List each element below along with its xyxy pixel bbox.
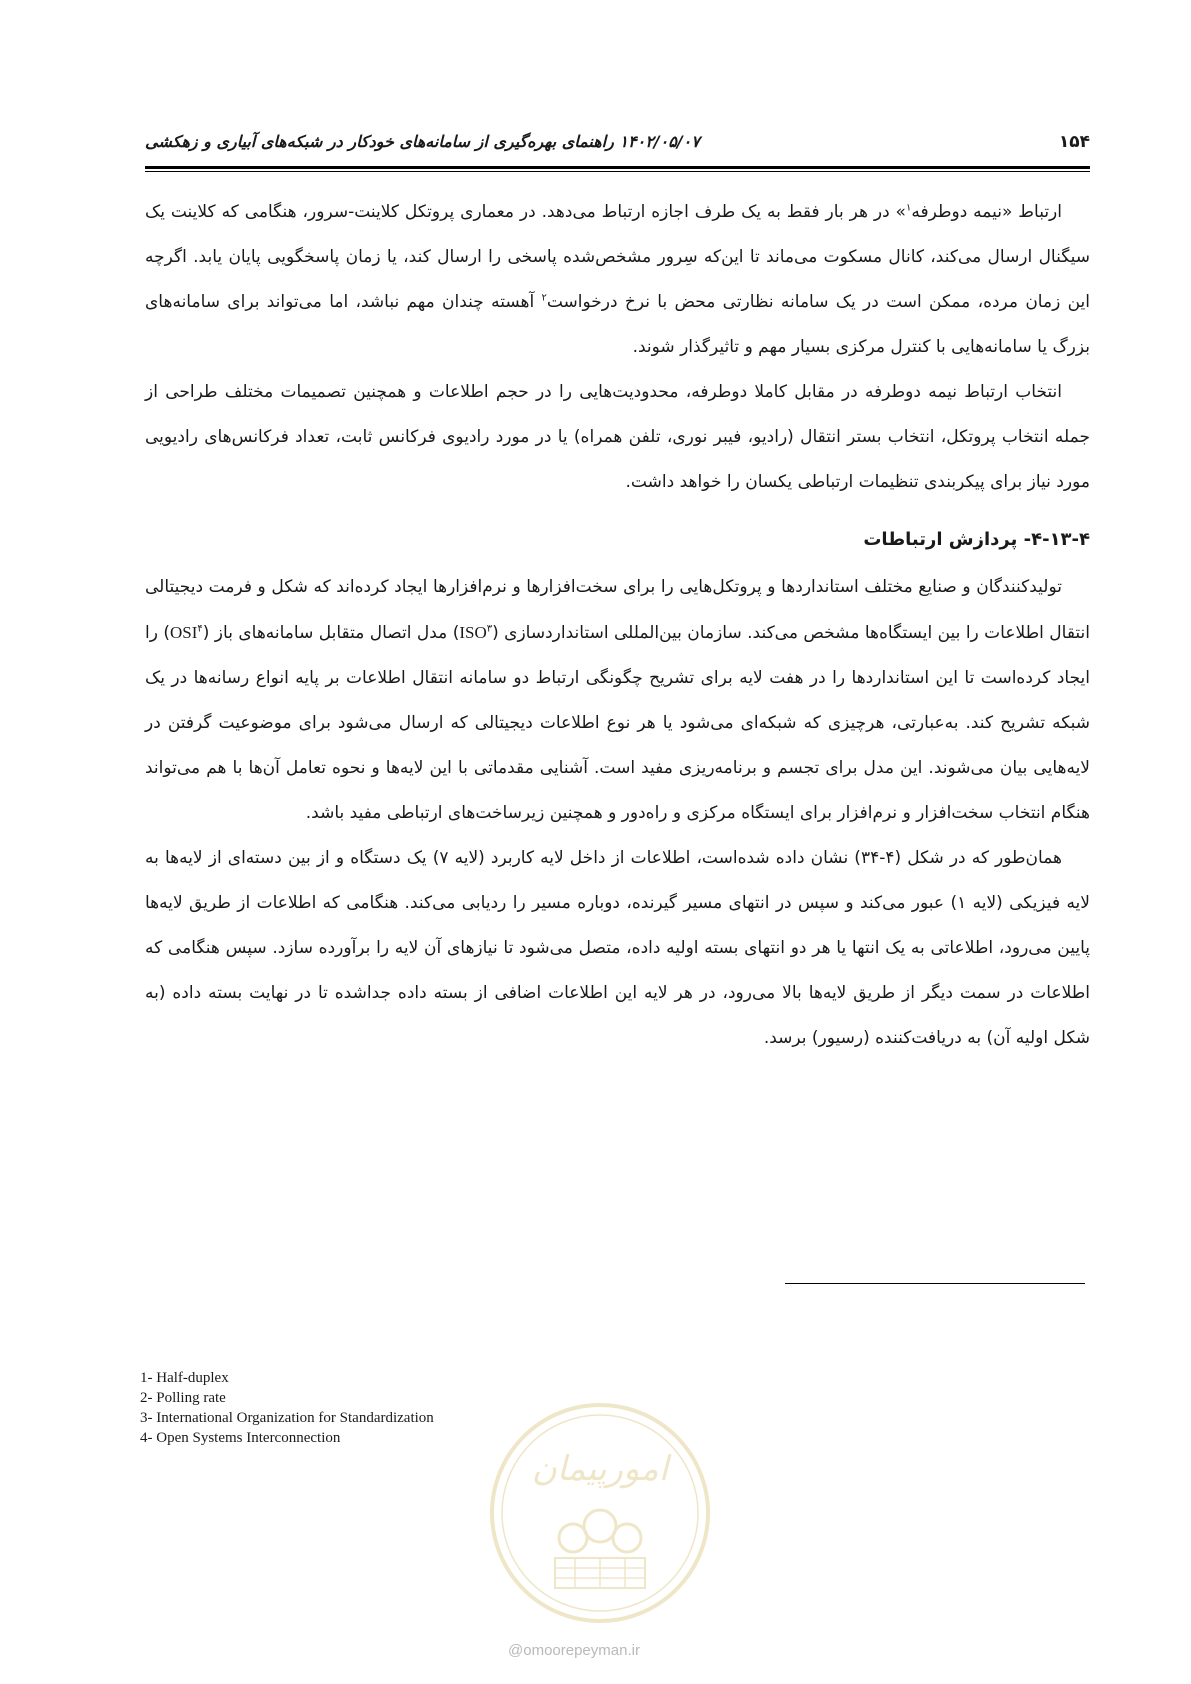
footnotes [140, 1368, 434, 1448]
paragraph-3-text-b: ) مدل اتصال متقابل سامانه‌های باز ( [202, 623, 460, 643]
paragraph-1-text-a: ارتباط «نیمه دوطرفه [911, 202, 1062, 222]
iso-text: ISO [459, 623, 487, 642]
watermark-logo-icon [485, 1398, 715, 1628]
running-head: ۱۴۰۲/۰۵/۰۷ راهنمای بهره‌گیری از سامانه‌های خودکار در شبکه‌های آبیاری و زهکشی [145, 132, 700, 151]
paragraph-1-text-c: آهسته چندان مهم نباشد، اما می‌تواند برای سامانه‌های بزرگ یا سامانه‌هایی با کنترل مرکزی بسیار مهم و تاثیرگذار شوند. [145, 292, 1090, 357]
body-text [145, 190, 1090, 1061]
footnote-ref-3: ۳ [486, 623, 493, 635]
osi-abbrev [170, 623, 203, 642]
footnote-1: 1- Half-duplex [140, 1370, 229, 1386]
paragraph-3-text-c: ) را ایجاد کرده‌است تا این استانداردها را در هفت لایه برای تشریح چگونگی ارتباط دو سامانه انتقال اطلاعات بر پایه انواع رسانه‌ها در یک شبکه تشریح کند. به‌عبارتی، هرچیزی که شبکه‌ای می‌شود یا هر نوع اطلاعات دیجیتالی که ارسال می‌شود برای موضوعیت گرفتن در لایه‌هایی بیان می‌شوند. این مدل برای تجسم و برنامه‌ریزی مفید است. آشنایی مقدماتی با این لایه‌ها و نحوه تعامل آن‌ها با هم می‌تواند هنگام انتخاب سخت‌افزار و نرم‌افزار برای ایستگاه مرکزی و راه‌دور و همچنین زیرساخت‌های ارتباطی مفید باشد. [145, 623, 1090, 823]
osi-text: OSI [169, 623, 198, 642]
page-header [145, 128, 1090, 162]
header-rule [145, 166, 1090, 169]
paragraph-3 [145, 565, 1090, 836]
paragraph-4: همان‌طور که در شکل (۴-۳۴) نشان داده شده‌است، اطلاعات از داخل لایه کاربرد (لایه ۷) یک دستگاه و از بین دسته‌ای از لایه‌ها به لایه فیزیکی (لایه ۱) عبور می‌کند و سپس در انتهای مسیر گیرنده، دوباره مسیر را ردیابی می‌کند. هنگامی که اطلاعات از طریق لایه‌ها پایین می‌رود، اطلاعاتی به یک انتها یا هر دو انتهای بسته اولیه داده، متصل می‌شود تا نیازهای آن لایه را برآورده سازد. سپس هنگامی که اطلاعات در سمت دیگر از طریق لایه‌ها بالا می‌رود، در هر لایه این اطلاعات اضافی از بسته داده جداشده تا در نهایت بسته داده (به شکل اولیه آن) به دریافت‌کننده (رسیور) برسد. [145, 848, 1090, 1048]
footnote-3: 3- International Organization for Standardization [140, 1410, 434, 1426]
section-heading: ۴-۱۳-۴- پردازش ارتباطات [863, 529, 1090, 550]
paragraph-3-text-a: تولیدکنندگان و صنایع مختلف استانداردها و پروتکل‌هایی را برای سخت‌افزارها و نرم‌افزارها ایجاد کرده‌اند که شکل و فرمت دیجیتالی انتقال اطلاعات را بین ایستگاه‌ها مشخص می‌کند. سازمان بین‌المللی استانداردسازی ( [145, 577, 1091, 643]
footnote-ref-4: ۴ [197, 623, 203, 635]
iso-abbrev [459, 623, 492, 642]
paragraph-1-text-b: » در هر بار فقط به یک طرف اجازه ارتباط می‌دهد. در معماری پروتکل کلاینت-سرور، هنگامی که کلاینت یک سیگنال ارسال می‌کند، کانال مسکوت می‌ماند تا این‌که سِرور مشخص‌شده پاسخی را ارسال کند، یا زمان پاسخگویی پایان یابد. اگرچه این زمان مرده، ممکن است در یک سامانه نظارتی محض با نرخ درخواست [145, 202, 1090, 312]
footnote-ref-1: ۱ [905, 202, 912, 214]
footnote-ref-2: ۲ [541, 292, 547, 304]
header-rule-thin [145, 171, 1090, 172]
paragraph-2: انتخاب ارتباط نیمه دوطرفه در مقابل کاملا دوطرفه، محدودیت‌هایی را در حجم اطلاعات و همچنین تصمیمات مختلف طراحی از جمله انتخاب پروتکل، انتخاب بستر انتقال (رادیو، فیبر نوری، تلفن همراه) یا در مورد رادیوی فرکانس ثابت، تعداد فرکانس‌های رادیویی مورد نیاز برای پیکربندی تنظیمات ارتباطی یکسان را خواهد داشت. [145, 382, 1090, 492]
paragraph-1 [145, 190, 1090, 370]
watermark-site: @omoorepeyman.ir [508, 1642, 640, 1659]
footnote-2: 2- Polling rate [140, 1390, 226, 1406]
footnote-4: 4- Open Systems Interconnection [140, 1430, 341, 1446]
svg-text:امورپیمان: امورپیمان [531, 1449, 669, 1489]
page-number: ۱۵۴ [1058, 132, 1090, 152]
footnote-separator [785, 1283, 1085, 1284]
